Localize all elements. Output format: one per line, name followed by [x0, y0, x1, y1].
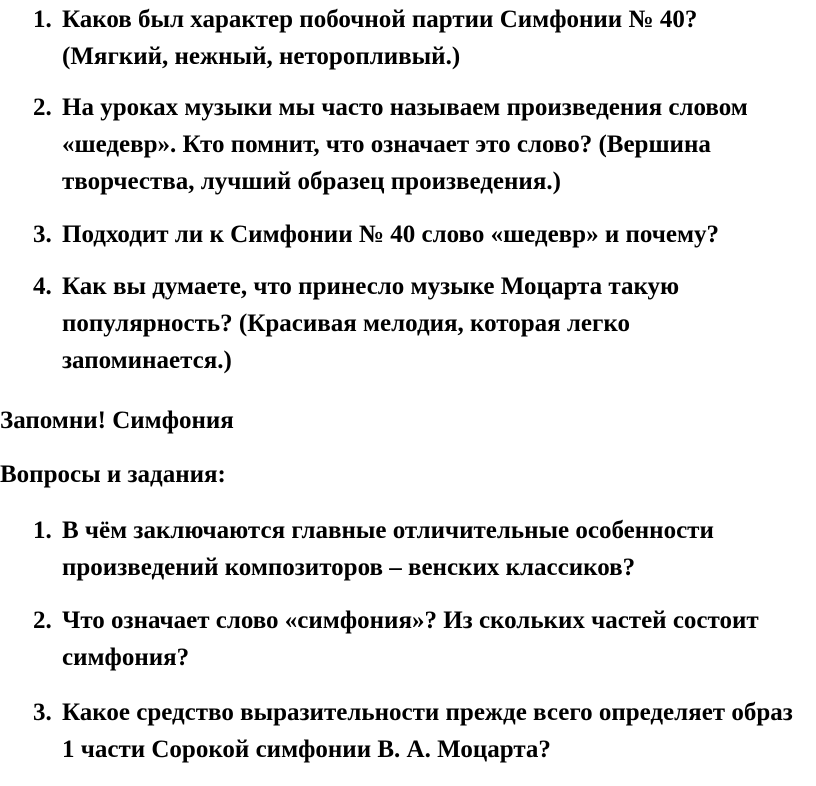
list-item-number: 3. [33, 221, 52, 248]
list-item-number: 1. [33, 6, 52, 33]
list-item [0, 694, 802, 768]
list-item-number: 2. [33, 607, 52, 634]
list-item-text: Что означает слово «симфония»? Из скольких частей состоит симфония? [62, 607, 759, 671]
list-item [0, 268, 802, 379]
list-item-number: 4. [33, 273, 52, 300]
assignment-questions-list [0, 512, 802, 768]
review-questions-list [0, 1, 802, 379]
list-item-number: 2. [33, 94, 52, 121]
list-item-text: Каков был характер побочной партии Симфонии № 40? (Мягкий, нежный, неторопливый.) [62, 6, 698, 70]
questions-heading: Вопросы и задания: [0, 461, 226, 488]
list-item-text: Подходит ли к Симфонии № 40 слово «шедевр» и почему? [62, 221, 719, 248]
list-item-number: 3. [33, 699, 52, 726]
list-item [0, 89, 802, 200]
list-item-number: 1. [33, 517, 52, 544]
remember-note: Запомни! Симфония [0, 407, 234, 434]
list-item-text: В чём заключаются главные отличительные особенности произведений композиторов – венских классиков? [62, 517, 714, 581]
list-item-text: Как вы думаете, что принесло музыке Моцарта такую популярность? (Красивая мелодия, которая легко запоминается.) [62, 273, 680, 374]
list-item [0, 1, 802, 75]
list-item [0, 216, 802, 253]
list-item [0, 512, 802, 586]
list-item-text: Какое средство выразительности прежде всего определяет образ 1 части Сорокой симфонии В. А. Моцарта? [62, 699, 793, 763]
list-item [0, 602, 802, 676]
list-item-text: На уроках музыки мы часто называем произведения словом «шедевр». Кто помнит, что означает это слово? (Вершина творчества, лучший образец произведения.) [62, 94, 748, 195]
